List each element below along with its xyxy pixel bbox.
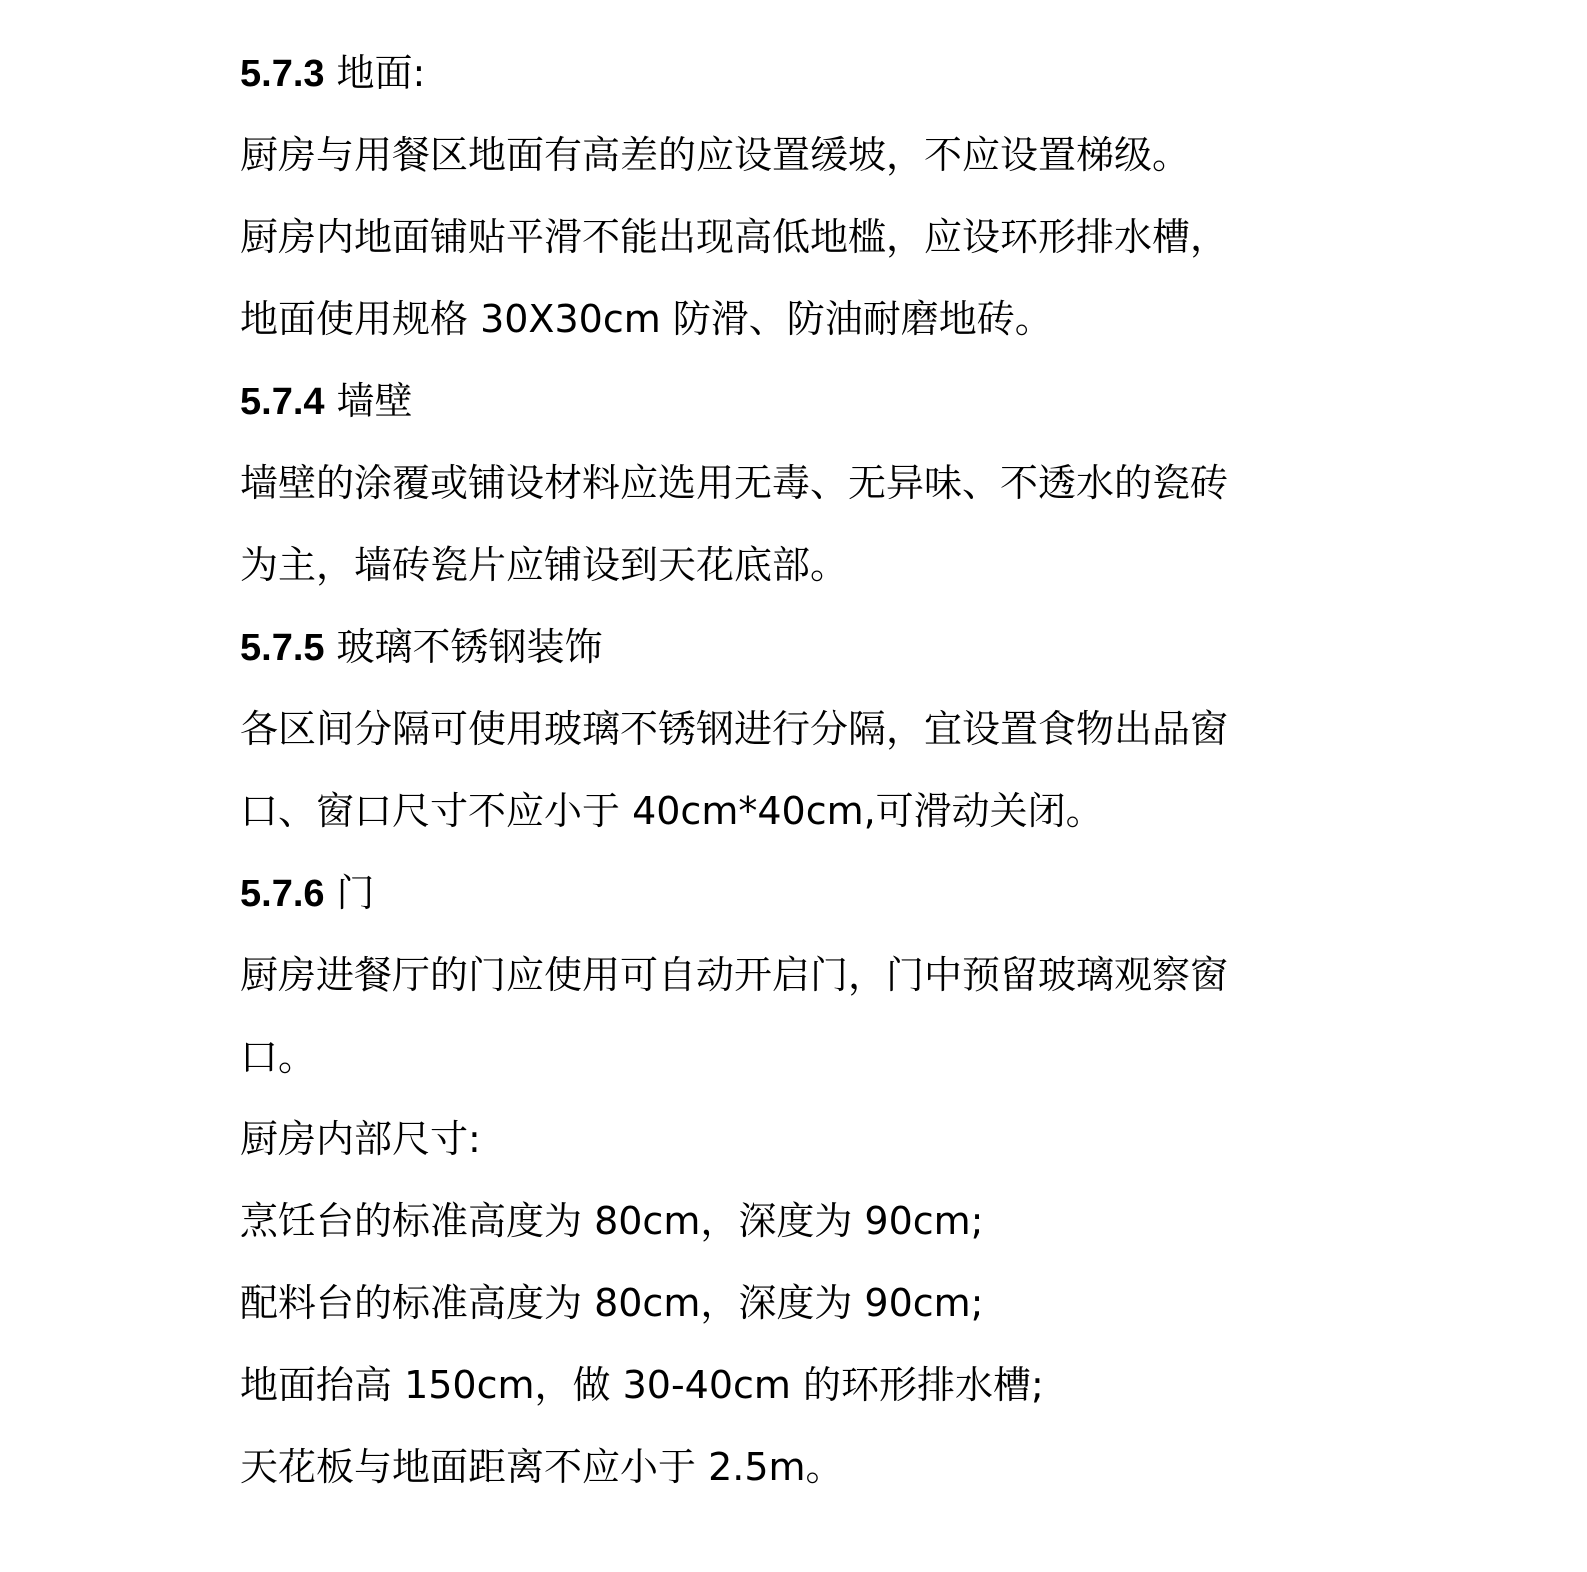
section-heading-5-7-6	[240, 852, 1350, 934]
paragraph-line: 烹饪台的标准高度为 80cm，深度为 90cm;	[240, 1199, 984, 1243]
section-heading-5-7-4	[240, 360, 1350, 442]
paragraph-line: 口。	[240, 1035, 317, 1079]
paragraph-line: 天花板与地面距离不应小于 2.5m。	[240, 1445, 844, 1489]
document-page	[240, 32, 1350, 1508]
section-number: 5.7.6	[240, 873, 325, 915]
section-title: 墙壁	[336, 379, 413, 423]
paragraph-line: 口、窗口尺寸不应小于 40cm*40cm,可滑动关闭。	[240, 789, 1104, 833]
section-title: 地面:	[336, 51, 426, 95]
section-heading-5-7-5	[240, 606, 1350, 688]
paragraph-line: 地面使用规格 30X30cm 防滑、防油耐磨地砖。	[240, 297, 1053, 341]
section-title: 门	[336, 871, 375, 915]
paragraph-line: 厨房进餐厅的门应使用可自动开启门，门中预留玻璃观察窗	[240, 953, 1229, 997]
paragraph-line: 墙壁的涂覆或铺设材料应选用无毒、无异味、不透水的瓷砖	[240, 461, 1229, 505]
paragraph-line: 厨房内地面铺贴平滑不能出现高低地槛，应设环形排水槽，	[240, 215, 1229, 259]
section-number: 5.7.5	[240, 627, 325, 669]
paragraph-line: 厨房与用餐区地面有高差的应设置缓坡，不应设置梯级。	[240, 133, 1191, 177]
paragraph-line: 地面抬高 150cm，做 30-40cm 的环形排水槽;	[240, 1363, 1044, 1407]
paragraph-line: 各区间分隔可使用玻璃不锈钢进行分隔，宜设置食物出品窗	[240, 707, 1229, 751]
paragraph-line: 为主，墙砖瓷片应铺设到天花底部。	[240, 543, 849, 587]
section-heading-5-7-3	[240, 32, 1350, 114]
section-title: 玻璃不锈钢装饰	[336, 625, 603, 669]
paragraph-line: 厨房内部尺寸:	[240, 1117, 481, 1161]
section-number: 5.7.3	[240, 53, 325, 95]
paragraph-line: 配料台的标准高度为 80cm，深度为 90cm;	[240, 1281, 984, 1325]
section-number: 5.7.4	[240, 381, 325, 423]
